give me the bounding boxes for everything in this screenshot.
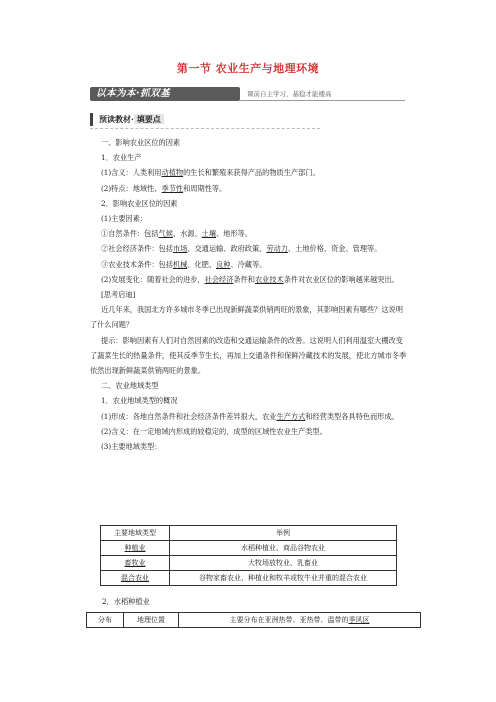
think-answer: 提示：影响因素有人们对自然因素的改造和交通运输条件的改善。这说明人们利用温室大棚改变了蔬菜生长的热量条件，使其反季节生长，再加上交通条件和保鲜冷藏技术的发展，使北方城市冬季依然出现新鲜蔬菜供销两旺的景象。 — [90, 335, 407, 376]
main-content — [90, 135, 408, 454]
table-row — [101, 571, 397, 586]
table-cell: 大牧场放牧业、乳畜业 — [170, 556, 397, 571]
table-cell: 种植业 — [101, 541, 170, 556]
para: (1)含义：人类利用动植物的生长和繁殖来获得产品的物质生产部门。 — [101, 168, 320, 178]
para: (1)主要因素： — [101, 214, 148, 224]
banner-divider — [240, 100, 405, 101]
para: ①自然条件：包括气候、水源、土壤、地形等。 — [101, 229, 253, 239]
para: 2．影响农业区位的因素 — [101, 198, 178, 208]
table-header-cell: 举例 — [170, 526, 397, 541]
banner-subtitle: 课前自主学习，基稳才能楼高 — [247, 90, 332, 98]
page-title: 第一节 农业生产与地理环境 — [176, 62, 320, 75]
para: ③农业技术条件：包括机械、化肥、良种、冷藏等。 — [101, 259, 267, 269]
table-cell: 谷物家畜农业、种植业和牧羊或牧牛业并重的混合农业 — [170, 571, 397, 586]
table-row — [101, 556, 397, 571]
section-tag — [90, 113, 189, 126]
para: (2)特点：地域性、季节性和周期性等。 — [101, 183, 227, 193]
table-cell: 畜牧业 — [101, 556, 170, 571]
table-cell: 水稻种植业、商品谷物农业 — [170, 541, 397, 556]
para: 1．农业生产 — [101, 153, 142, 163]
table-row — [87, 613, 421, 628]
para: 1．农业地域类型的概况 — [101, 396, 178, 406]
section-banner — [90, 87, 240, 101]
rice-heading: 2．水稻种植业 — [102, 597, 150, 606]
think-tag: [思考启迪] — [101, 290, 136, 300]
tag-prefix: 预读教材· — [99, 114, 134, 124]
para: ②社会经济条件：包括市场、交通运输、政府政策、劳动力、土地价格、资金、管理等。 — [101, 244, 382, 254]
rice-table — [86, 612, 421, 628]
para: (1)形成：各地自然条件和社会经济条件差异很大，农业生产方式和经营类型各具特色而形成。 — [101, 411, 399, 421]
table-header-row — [101, 526, 397, 541]
para: (2)含义：在一定地域内形成的较稳定的、成型的区域性农业生产类型。 — [101, 426, 327, 436]
table-cell: 主要分布在亚洲热带、亚热带、温带的季风区 — [179, 613, 421, 628]
heading-2: 二、农业地域类型 — [101, 381, 159, 391]
table-header-cell: 主要地域类型 — [101, 526, 170, 541]
region-type-table — [100, 525, 397, 586]
tag-box: 填要点 — [134, 114, 164, 124]
banner-label: 以本为本·抓双基 — [96, 88, 171, 99]
para: (2)发展变化：随着社会的进步，社会经济条件和农业技术条件对农业区位的影响越来越突出。 — [101, 274, 399, 284]
table-cell: 混合农业 — [101, 571, 170, 586]
think-question: 近几年来，我国北方许多城市冬季已出现新鲜蔬菜供销两旺的景象，其影响因素有哪些？这说明了什么问题？ — [90, 305, 403, 330]
para: (3)主要地域类型： — [101, 442, 162, 452]
table-cell: 地理位置 — [124, 613, 179, 628]
tag-divider — [90, 128, 320, 129]
heading-1: 一、影响农业区位的因素 — [101, 138, 181, 147]
table-row — [101, 541, 397, 556]
table-cell: 分布 — [87, 613, 124, 628]
